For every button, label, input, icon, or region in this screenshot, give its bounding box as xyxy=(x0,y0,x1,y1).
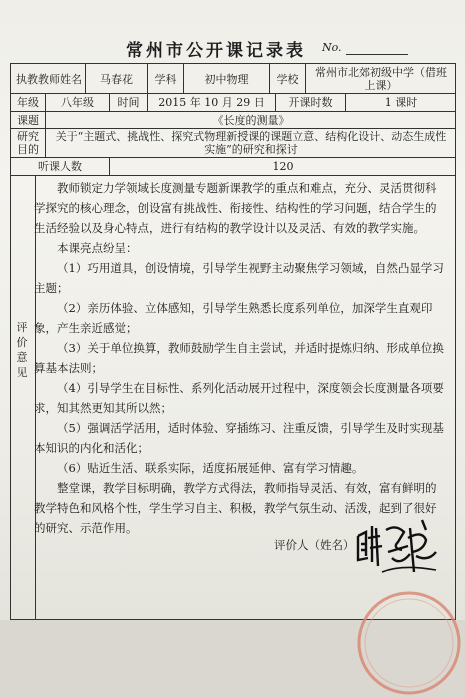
topic-value: 《长度的测量》 xyxy=(212,113,290,127)
time-label: 时间 xyxy=(117,96,140,109)
hours-value: 1 课时 xyxy=(384,96,418,109)
row-divider xyxy=(11,175,455,176)
teacher-value: 马春花 xyxy=(100,72,133,86)
purpose-value: 关于“主题式、挑战性、探究式物理新授课的课题立意、结构化设计、动态生成性实施”的研究和探讨 xyxy=(55,130,447,156)
side-char: 价 xyxy=(16,336,28,349)
side-char: 见 xyxy=(16,366,28,379)
subject-value: 初中物理 xyxy=(204,72,249,86)
school-label: 学校 xyxy=(276,72,299,86)
grade-value: 八年级 xyxy=(61,96,94,109)
highlight-item: （3）关于单位换算，教师鼓励学生自主尝试，并适时提炼归纳、形成单位换算基本法则； xyxy=(34,341,444,375)
highlight-item: （1）巧用道具，创设情境，引导学生视野主动聚焦学习领域，自然凸显学习主题； xyxy=(34,261,444,295)
topic-label: 课题 xyxy=(17,113,39,127)
highlight-item: （5）强调活学活用，适时体验、穿插练习、注重反馈，引导学生及时实现基本知识的内化和活化； xyxy=(34,421,444,455)
number-label: No. xyxy=(322,41,342,54)
highlight-item: （2）亲历体验、立体感知，引导学生熟悉长度系列单位，加深学生直观印象，产生亲近感觉； xyxy=(34,301,433,335)
handwritten-signature xyxy=(352,516,442,586)
evaluator-label: 评价人（姓名） xyxy=(274,538,355,552)
highlight-item: （6）贴近生活、联系实际，适度拓展延伸、富有学习情趣。 xyxy=(57,461,364,475)
red-seal-stamp xyxy=(354,588,464,698)
side-char: 评 xyxy=(16,321,28,334)
purpose-label: 研究目的 xyxy=(17,130,39,156)
number-underline xyxy=(346,54,408,55)
hours-label: 开课时数 xyxy=(288,96,333,109)
teacher-label: 执教教师姓名 xyxy=(16,72,82,86)
evaluation-summary: 整堂课，教学目标明确，教学方式得法，教师指导灵活、有效，富有鲜明的教学特色和风格个性，学生学习自主、积极，教学气氛生动、活泼，起到了很好的研究、示范作用。 xyxy=(34,481,437,535)
evaluation-intro: 教师锁定力学领域长度测量专题新课教学的重点和难点，充分、灵活贯彻科学探究的核心理念，创设富有挑战性、衔接性、结构性的学习问题，结合学生的生活经验以及身心特点，进行有结构的教学设计以及灵活、有效的教学实施。 xyxy=(34,181,437,235)
highlight-item: （4）引导学生在目标性、系列化活动展开过程中，深度领会长度测量各项要求，知其然更知其所以然； xyxy=(34,381,444,415)
side-char: 意 xyxy=(16,351,28,364)
evaluation-side-label xyxy=(10,320,34,380)
school-value: 常州市北郊初级中学（借班上课） xyxy=(315,66,447,92)
page-title: 常州市公开课记录表 xyxy=(126,41,306,61)
evaluation-text xyxy=(34,178,446,538)
subject-label: 学科 xyxy=(154,72,177,86)
highlights-title: 本课亮点纷呈： xyxy=(57,241,138,255)
grade-label: 年级 xyxy=(17,96,39,109)
listeners-value: 120 xyxy=(272,160,294,173)
time-value: 2015 年 10 月 29 日 xyxy=(158,96,265,109)
listeners-label: 听课人数 xyxy=(38,160,82,173)
